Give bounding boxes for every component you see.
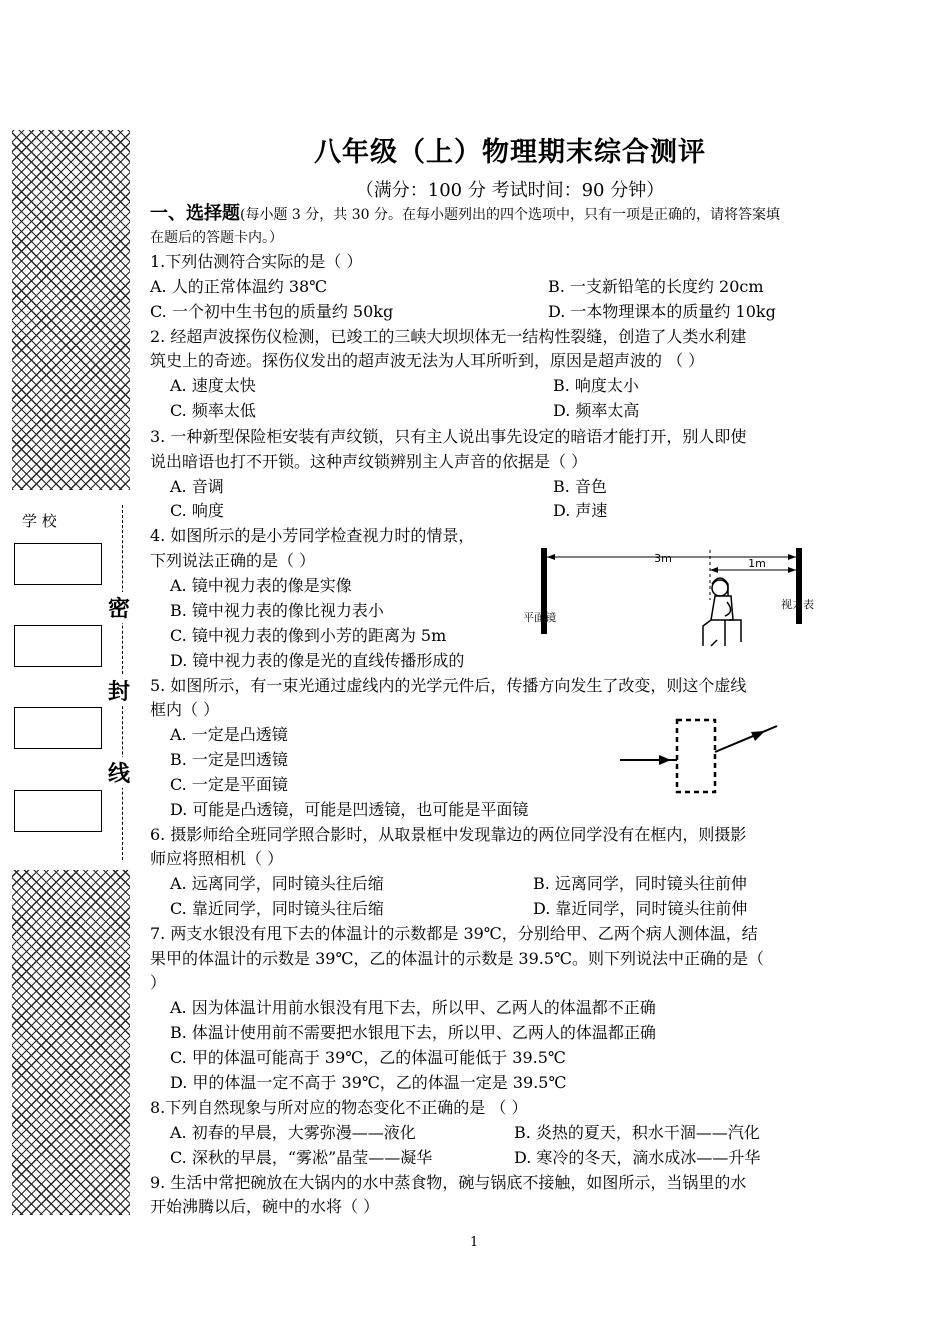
binding-pattern-bottom [12,870,130,1215]
q5-option-b: B. 一定是凹透镜 [170,750,288,769]
q4-eye-test-figure [515,540,845,660]
q7-stem-3: ） [150,973,167,992]
q3-stem-1: 3. 一种新型保险柜安装有声纹锁，只有主人说出事先设定的暗语才能打开，别人即使 [150,427,747,446]
section-heading: 一、选择题 [150,203,240,224]
q4-option-a: A. 镜中视力表的像是实像 [170,576,352,595]
q6-stem-1: 6. 摄影师给全班同学照合影时，从取景框中发现靠边的两位同学没有在框内，则摄影 [150,825,747,844]
dist-3m-arrow-left [547,554,555,560]
q7-option-d: D. 甲的体温一定不高于 39℃，乙的体温一定是 39.5℃ [170,1073,567,1092]
q1-option-b: B. 一支新铅笔的长度约 20cm [548,277,764,296]
section-note: (每小题 3 分，共 30 分。在每小题列出的四个选项中，只有一项是正确的，请将答案填 [240,207,780,223]
dist-1m-label: 1m [748,557,766,570]
dist-3m-label: 3m [654,552,672,565]
q7-option-a: A. 因为体温计用前水银没有甩下去，所以甲、乙两人的体温都不正确 [170,998,656,1017]
q1-stem: 1.下列估测符合实际的是（ ） [150,252,363,271]
q8-option-a: A. 初春的早晨，大雾弥漫——液化 [170,1123,416,1142]
q5-light-path-figure [615,712,785,802]
q6-option-a: A. 远离同学，同时镜头往后缩 [170,874,384,893]
q3-option-a: A. 音调 [170,477,224,496]
class-field[interactable] [14,625,102,667]
q2-option-a: A. 速度太快 [170,376,256,395]
chart-label: 视力表 [781,598,814,611]
q1-option-d: D. 一本物理课本的质量约 10kg [548,302,776,321]
q5-option-c: C. 一定是平面镜 [170,775,288,794]
seal-char-feng: 封 [108,675,130,706]
q2-stem-1: 2. 经超声波探伤仪检测，已竣工的三峡大坝坝体无一结构性裂缝，创造了人类水利建 [150,327,747,346]
q7-option-c: C. 甲的体温可能高于 39℃，乙的体温可能低于 39.5℃ [170,1048,566,1067]
page-number: 1 [470,1235,479,1250]
q1-option-c: C. 一个初中生书包的质量约 50kg [150,302,394,321]
seal-char-mi: 密 [108,592,130,623]
mirror-label: 平面镜 [523,611,556,624]
seal-char-xian: 线 [108,757,130,788]
q8-option-b: B. 炎热的夏天，积水干涸——汽化 [514,1123,760,1142]
q4-option-d: D. 镜中视力表的像是光的直线传播形成的 [170,651,465,670]
q9-stem-2: 开始沸腾以后，碗中的水将（ ） [150,1197,380,1216]
q4-option-b: B. 镜中视力表的像比视力表小 [170,601,384,620]
page-title: 八年级（上）物理期末综合测评 [314,137,706,168]
q2-stem-2: 筑史上的奇迹。探伤仪发出的超声波无法为人耳所听到，原因是超声波的 （ ） [150,351,705,370]
q8-option-d: D. 寒冷的冬天，滴水成冰——升华 [514,1148,761,1167]
q7-stem-1: 7. 两支水银没有甩下去的体温计的示数都是 39℃，分别给甲、乙两个病人测体温，结 [150,924,758,943]
dashed-optical-box [677,720,715,792]
q1-option-a: A. 人的正常体温约 38℃ [150,277,328,296]
q6-stem-2: 师应将照相机（ ） [150,849,284,868]
dist-3m-arrow-right [788,554,796,560]
q2-option-d: D. 频率太高 [553,401,640,420]
dist-1m-arrow-right [788,567,796,573]
q6-option-d: D. 靠近同学，同时镜头往前伸 [533,899,748,918]
q3-option-c: C. 响度 [170,501,224,520]
section-note-cont: 在题后的答题卡内。） [150,230,283,246]
q4-stem-1: 4. 如图所示的是小芳同学检查视力时的情景， [150,526,475,545]
q7-option-b: B. 体温计使用前不需要把水银甩下去，所以甲、乙两人的体温都正确 [170,1023,656,1042]
q8-stem: 8.下列自然现象与所对应的物态变化不正确的是 （ ） [150,1098,528,1117]
school-field[interactable] [14,543,102,585]
incident-arrow [659,755,671,765]
seated-girl-icon [703,578,741,646]
q2-option-b: B. 响度太小 [553,376,639,395]
q6-option-c: C. 靠近同学，同时镜头往后缩 [170,899,384,918]
q5-stem-1: 5. 如图所示，有一束光通过虚线内的光学元件后，传播方向发生了改变，则这个虚线 [150,676,747,695]
q9-stem-1: 9. 生活中常把碗放在大锅内的水中蒸食物，碗与锅底不接触，如图所示，当锅里的水 [150,1173,747,1192]
q7-stem-2: 果甲的体温计的示数是 39℃，乙的体温计的示数是 39.5℃。则下列说法中正确的是（ [150,949,764,968]
number-field[interactable] [14,790,102,832]
q5-stem-2: 框内（ ） [150,700,220,719]
page-subtitle: （满分：100 分 考试时间：90 分钟） [355,180,665,201]
q3-option-d: D. 声速 [553,501,608,520]
eye-chart [796,548,802,624]
q4-option-c: C. 镜中视力表的像到小芳的距离为 5m [170,626,447,645]
dist-1m-arrow-left [710,567,718,573]
emergent-arrow [751,731,765,741]
name-field[interactable] [14,707,102,749]
q3-option-b: B. 音色 [553,477,607,496]
q2-option-c: C. 频率太低 [170,401,256,420]
q6-option-b: B. 远离同学，同时镜头往前伸 [533,874,747,893]
q4-stem-2: 下列说法正确的是（ ） [150,551,316,570]
section-heading-line [150,203,780,226]
q3-stem-2: 说出暗语也打不开锁。这种声纹锁辨别主人声音的依据是（ ） [150,452,588,471]
q8-option-c: C. 深秋的早晨，“雾凇”晶莹——凝华 [170,1148,433,1167]
emergent-ray [715,726,777,752]
school-label: 学 校 [22,512,57,530]
q5-option-a: A. 一定是凸透镜 [170,725,288,744]
q5-option-d: D. 可能是凸透镜，可能是凹透镜，也可能是平面镜 [170,800,529,819]
